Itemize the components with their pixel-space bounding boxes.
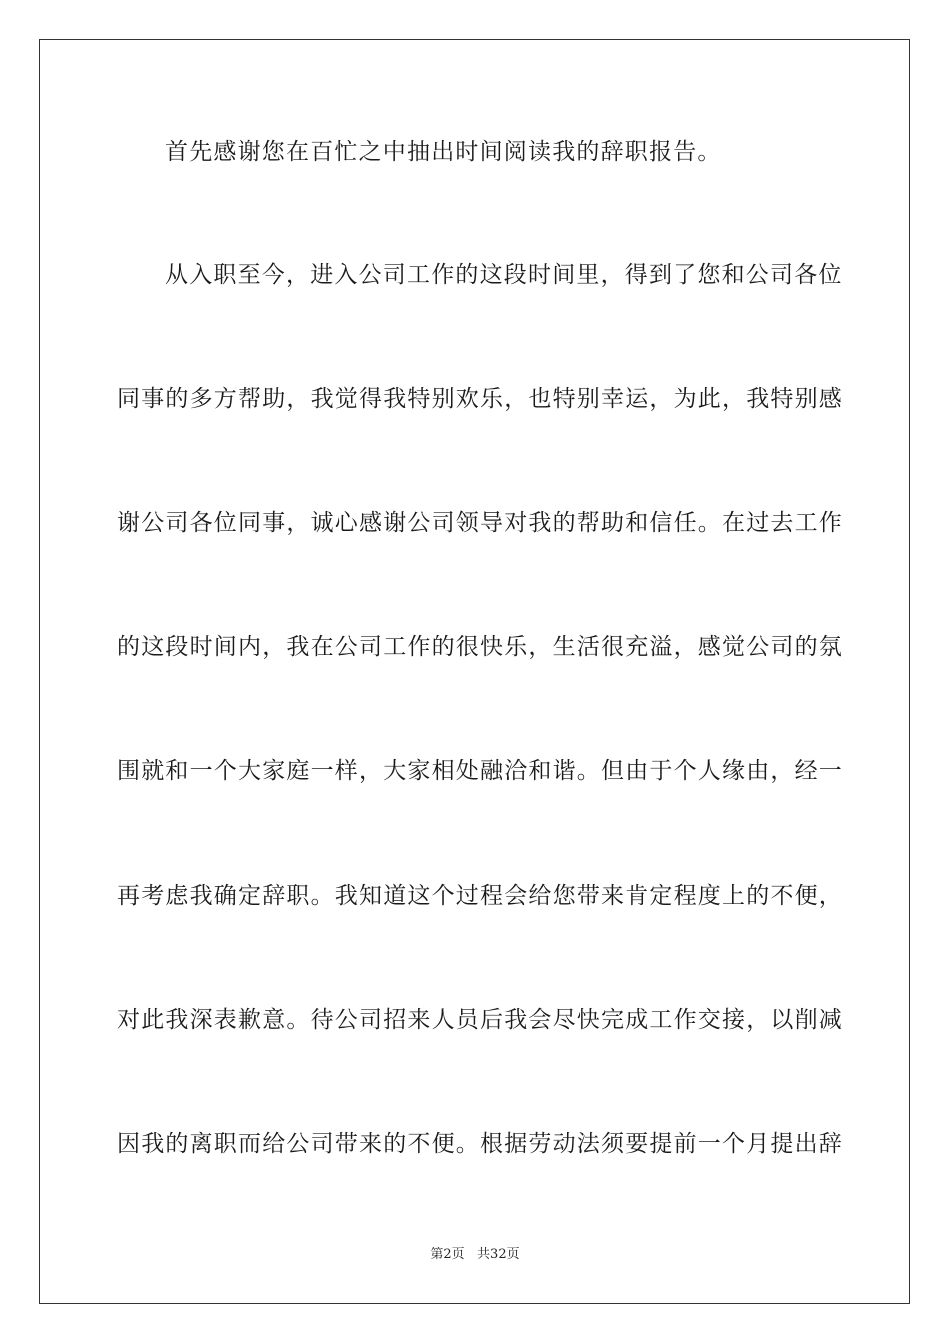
paragraph-line: 从入职至今，进入公司工作的这段时间里，得到了您和公司各位 xyxy=(165,262,843,288)
paragraph-line: 再考虑我确定辞职。我知道这个过程会给您带来肯定程度上的不便， xyxy=(117,883,843,909)
paragraph-line: 谢公司各位同事，诚心感谢公司领导对我的帮助和信任。在过去工作 xyxy=(117,510,843,536)
page-border xyxy=(39,39,910,1304)
paragraph-line: 围就和一个大家庭一样，大家相处融洽和谐。但由于个人缘由，经一 xyxy=(117,758,843,784)
paragraph-line: 首先感谢您在百忙之中抽出时间阅读我的辞职报告。 xyxy=(165,139,722,165)
paragraph-line: 同事的多方帮助，我觉得我特别欢乐，也特别幸运，为此，我特别感 xyxy=(117,386,843,412)
page-number-footer: 第2页 共32页 xyxy=(430,1247,520,1262)
paragraph-line: 的这段时间内，我在公司工作的很快乐，生活很充溢，感觉公司的氛 xyxy=(117,634,843,660)
paragraph-line: 因我的离职而给公司带来的不便。根据劳动法须要提前一个月提出辞 xyxy=(117,1131,843,1157)
paragraph-line: 对此我深表歉意。待公司招来人员后我会尽快完成工作交接，以削减 xyxy=(117,1007,843,1033)
